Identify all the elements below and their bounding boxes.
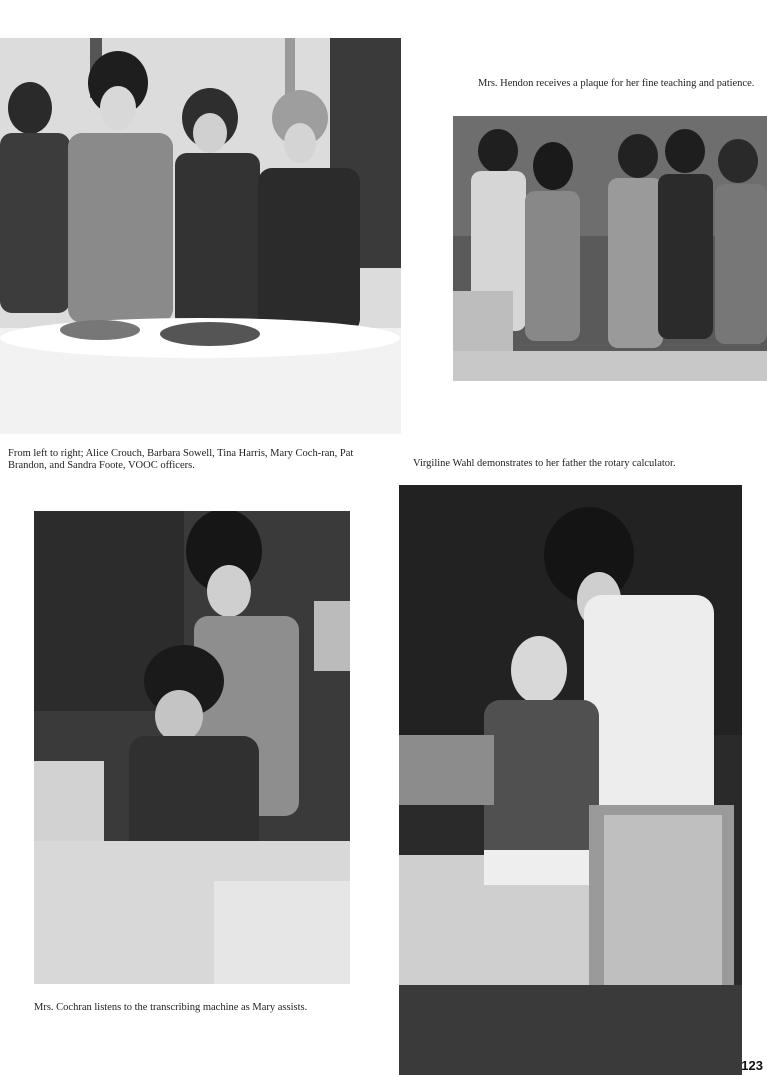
page-number: 123 bbox=[741, 1058, 763, 1073]
transcribing-photo-art bbox=[34, 511, 350, 984]
plaque-caption: Mrs. Hendon receives a plaque for her fine teaching and patience. bbox=[478, 78, 755, 89]
officers-photo bbox=[0, 38, 401, 434]
calculator-caption: Virgiline Wahl demonstrates to her father the rotary calculator. bbox=[413, 458, 676, 469]
plaque-photo-art bbox=[453, 116, 767, 381]
officers-caption: From left to right; Alice Crouch, Barbara Sowell, Tina Harris, Mary Coch-ran, Pat Brandon, and Sandra Foote, VOOC officers. bbox=[8, 448, 354, 471]
plaque-photo bbox=[453, 116, 767, 381]
transcribing-photo bbox=[34, 511, 350, 984]
calculator-photo-art bbox=[399, 485, 742, 1075]
transcribing-caption: Mrs. Cochran listens to the transcribing machine as Mary assists. bbox=[34, 1002, 308, 1013]
officers-photo-art bbox=[0, 38, 401, 434]
calculator-photo bbox=[399, 485, 742, 1075]
